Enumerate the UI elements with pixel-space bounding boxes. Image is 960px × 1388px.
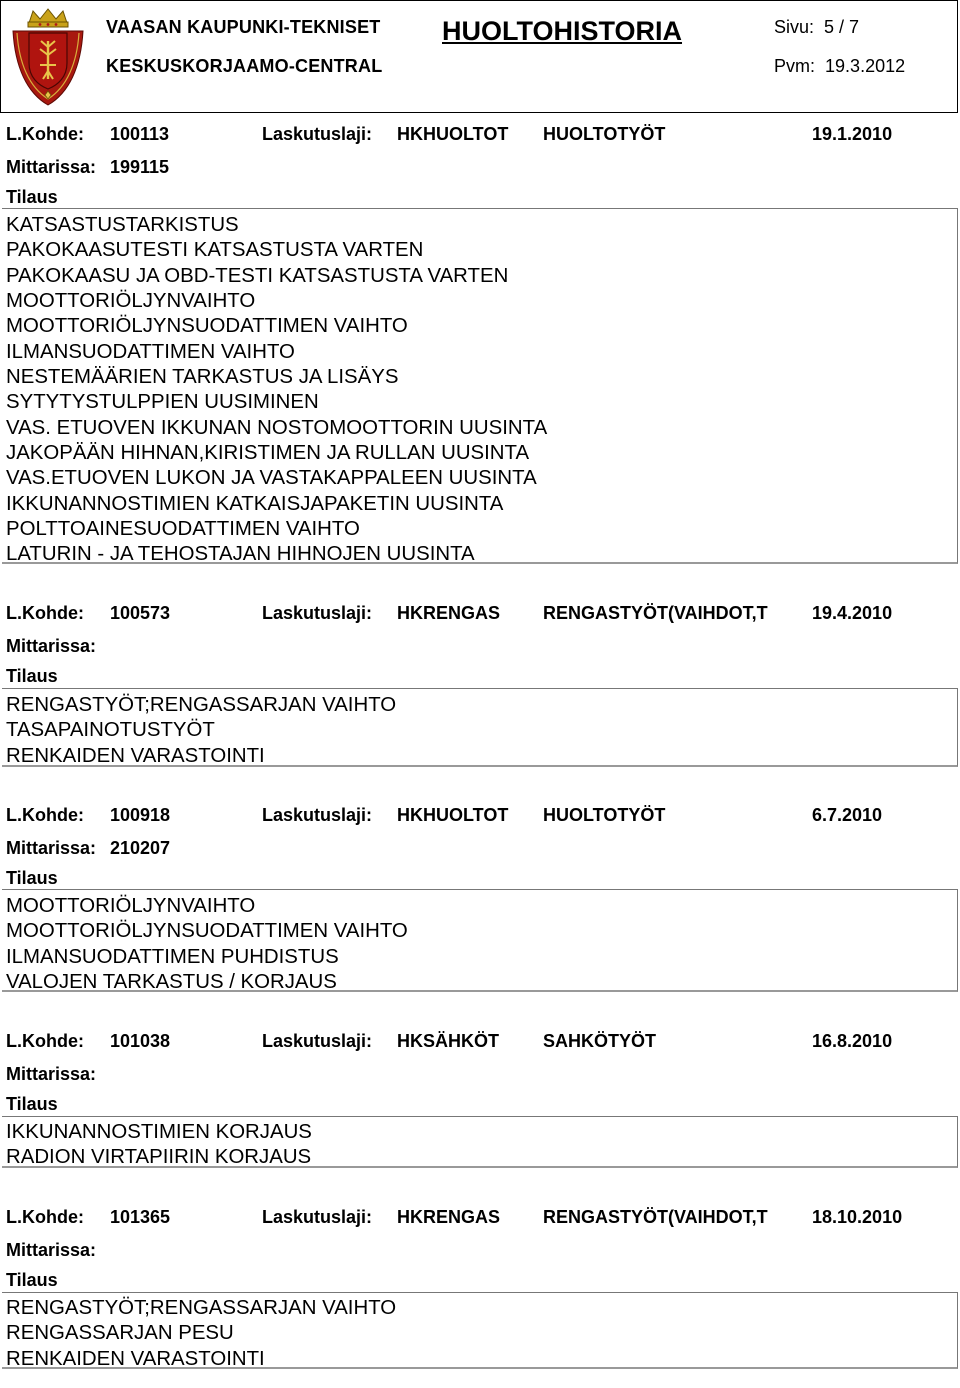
department-name: KESKUSKORJAAMO-CENTRAL [106, 56, 383, 76]
laskutuslaji-value: HKHUOLTOT [397, 124, 509, 144]
tilaus-label: Tilaus [6, 187, 58, 207]
order-lines-box [2, 889, 958, 992]
laskutuslaji-value: HKRENGAS [397, 603, 501, 623]
order-line: IKKUNANNOSTIMIEN KORJAUS [6, 1121, 312, 1143]
record-date: 18.10.2010 [812, 1207, 903, 1227]
order-line: MOOTTORIÖLJYNSUODATTIMEN VAIHTO [6, 315, 408, 337]
laskutuslaji-label: Laskutuslaji: [262, 124, 373, 144]
order-line: VAS. ETUOVEN IKKUNAN NOSTOMOOTTORIN UUSINTA [6, 417, 548, 439]
order-line: PAKOKAASUTESTI KATSASTUSTA VARTEN [6, 239, 424, 261]
laskutuslaji-value: HKRENGAS [397, 1207, 501, 1227]
work-type: HUOLTOTYÖT [543, 805, 666, 825]
date-value: 19.3.2012 [825, 56, 906, 76]
document-title: HUOLTOHISTORIA [442, 16, 683, 46]
order-line: JAKOPÄÄN HIHNAN,KIRISTIMEN JA RULLAN UUSINTA [6, 442, 530, 464]
order-line: RENGASSARJAN PESU [6, 1322, 234, 1344]
order-line: PAKOKAASU JA OBD-TESTI KATSASTUSTA VARTEN [6, 265, 509, 287]
order-line: IKKUNANNOSTIMIEN KATKAISJAPAKETIN UUSINTA [6, 493, 504, 515]
tilaus-label: Tilaus [6, 666, 58, 686]
order-lines-box [2, 1292, 958, 1369]
order-line: ILMANSUODATTIMEN VAIHTO [6, 341, 295, 363]
record-date: 19.4.2010 [812, 603, 893, 623]
order-line: RENKAIDEN VARASTOINTI [6, 1348, 265, 1370]
order-line: RENGASTYÖT;RENGASSARJAN VAIHTO [6, 694, 397, 716]
print-date [774, 56, 905, 77]
kohde-value: 101365 [110, 1207, 171, 1227]
kohde-value: 101038 [110, 1031, 171, 1051]
kohde-label: L.Kohde: [6, 805, 84, 825]
laskutuslaji-label: Laskutuslaji: [262, 1031, 373, 1051]
tilaus-label: Tilaus [6, 1094, 58, 1114]
order-lines-box [2, 1116, 958, 1168]
order-line: POLTTOAINESUODATTIMEN VAIHTO [6, 518, 360, 540]
laskutuslaji-value: HKHUOLTOT [397, 805, 509, 825]
kohde-value: 100918 [110, 805, 171, 825]
laskutuslaji-label: Laskutuslaji: [262, 1207, 373, 1227]
order-line: KATSASTUSTARKISTUS [6, 214, 239, 236]
mittarissa-label: Mittarissa: [6, 157, 97, 177]
order-line: RENGASTYÖT;RENGASSARJAN VAIHTO [6, 1297, 397, 1319]
mittarissa-label: Mittarissa: [6, 636, 97, 656]
work-type: HUOLTOTYÖT [543, 124, 666, 144]
service-record [0, 1031, 960, 1167]
kohde-label: L.Kohde: [6, 124, 84, 144]
mittarissa-label: Mittarissa: [6, 838, 97, 858]
service-record [0, 1207, 960, 1369]
order-line: SYTYTYSTULPPIEN UUSIMINEN [6, 391, 319, 413]
kohde-value: 100113 [110, 124, 170, 144]
record-date: 16.8.2010 [812, 1031, 893, 1051]
kohde-label: L.Kohde: [6, 1207, 84, 1227]
page-label: Sivu: [774, 17, 815, 37]
service-record [0, 805, 960, 991]
kohde-label: L.Kohde: [6, 1031, 84, 1051]
work-type: RENGASTYÖT(VAIHDOT,T [543, 603, 768, 623]
page-header [0, 0, 958, 113]
order-lines-box [2, 688, 958, 767]
order-lines-box [2, 208, 958, 564]
record-date: 6.7.2010 [812, 805, 883, 825]
tilaus-label: Tilaus [6, 868, 58, 888]
order-line: TASAPAINOTUSTYÖT [6, 719, 215, 741]
order-line: RADION VIRTAPIIRIN KORJAUS [6, 1146, 312, 1168]
mittarissa-value: 199115 [110, 157, 170, 177]
mittarissa-label: Mittarissa: [6, 1064, 97, 1084]
mittarissa-value: 210207 [110, 838, 171, 858]
order-line: LATURIN - JA TEHOSTAJAN HIHNOJEN UUSINTA [6, 543, 475, 565]
service-record [0, 124, 960, 566]
date-label: Pvm: [774, 56, 816, 76]
work-type: SAHKÖTYÖT [543, 1031, 657, 1051]
order-line: VAS.ETUOVEN LUKON JA VASTAKAPPALEEN UUSINTA [6, 467, 537, 489]
order-line: RENKAIDEN VARASTOINTI [6, 745, 265, 767]
service-record [0, 603, 960, 767]
order-line: VALOJEN TARKASTUS / KORJAUS [6, 971, 337, 993]
laskutuslaji-label: Laskutuslaji: [262, 603, 373, 623]
kohde-label: L.Kohde: [6, 603, 84, 623]
tilaus-label: Tilaus [6, 1270, 58, 1290]
work-type: RENGASTYÖT(VAIHDOT,T [543, 1207, 768, 1227]
laskutuslaji-label: Laskutuslaji: [262, 805, 373, 825]
kohde-value: 100573 [110, 603, 171, 623]
page-value: 5 / 7 [824, 17, 860, 37]
order-line: MOOTTORIÖLJYNVAIHTO [6, 290, 256, 312]
order-line: MOOTTORIÖLJYNVAIHTO [6, 895, 256, 917]
laskutuslaji-value: HKSÄHKÖT [397, 1031, 499, 1051]
record-date: 19.1.2010 [812, 124, 893, 144]
organization-name: VAASAN KAUPUNKI-TEKNISET [106, 17, 381, 37]
order-line: NESTEMÄÄRIEN TARKASTUS JA LISÄYS [6, 366, 399, 388]
order-line: ILMANSUODATTIMEN PUHDISTUS [6, 946, 339, 968]
order-line: MOOTTORIÖLJYNSUODATTIMEN VAIHTO [6, 920, 408, 942]
page-number [774, 17, 859, 38]
mittarissa-label: Mittarissa: [6, 1240, 97, 1260]
city-coat-of-arms-logo [7, 7, 89, 107]
